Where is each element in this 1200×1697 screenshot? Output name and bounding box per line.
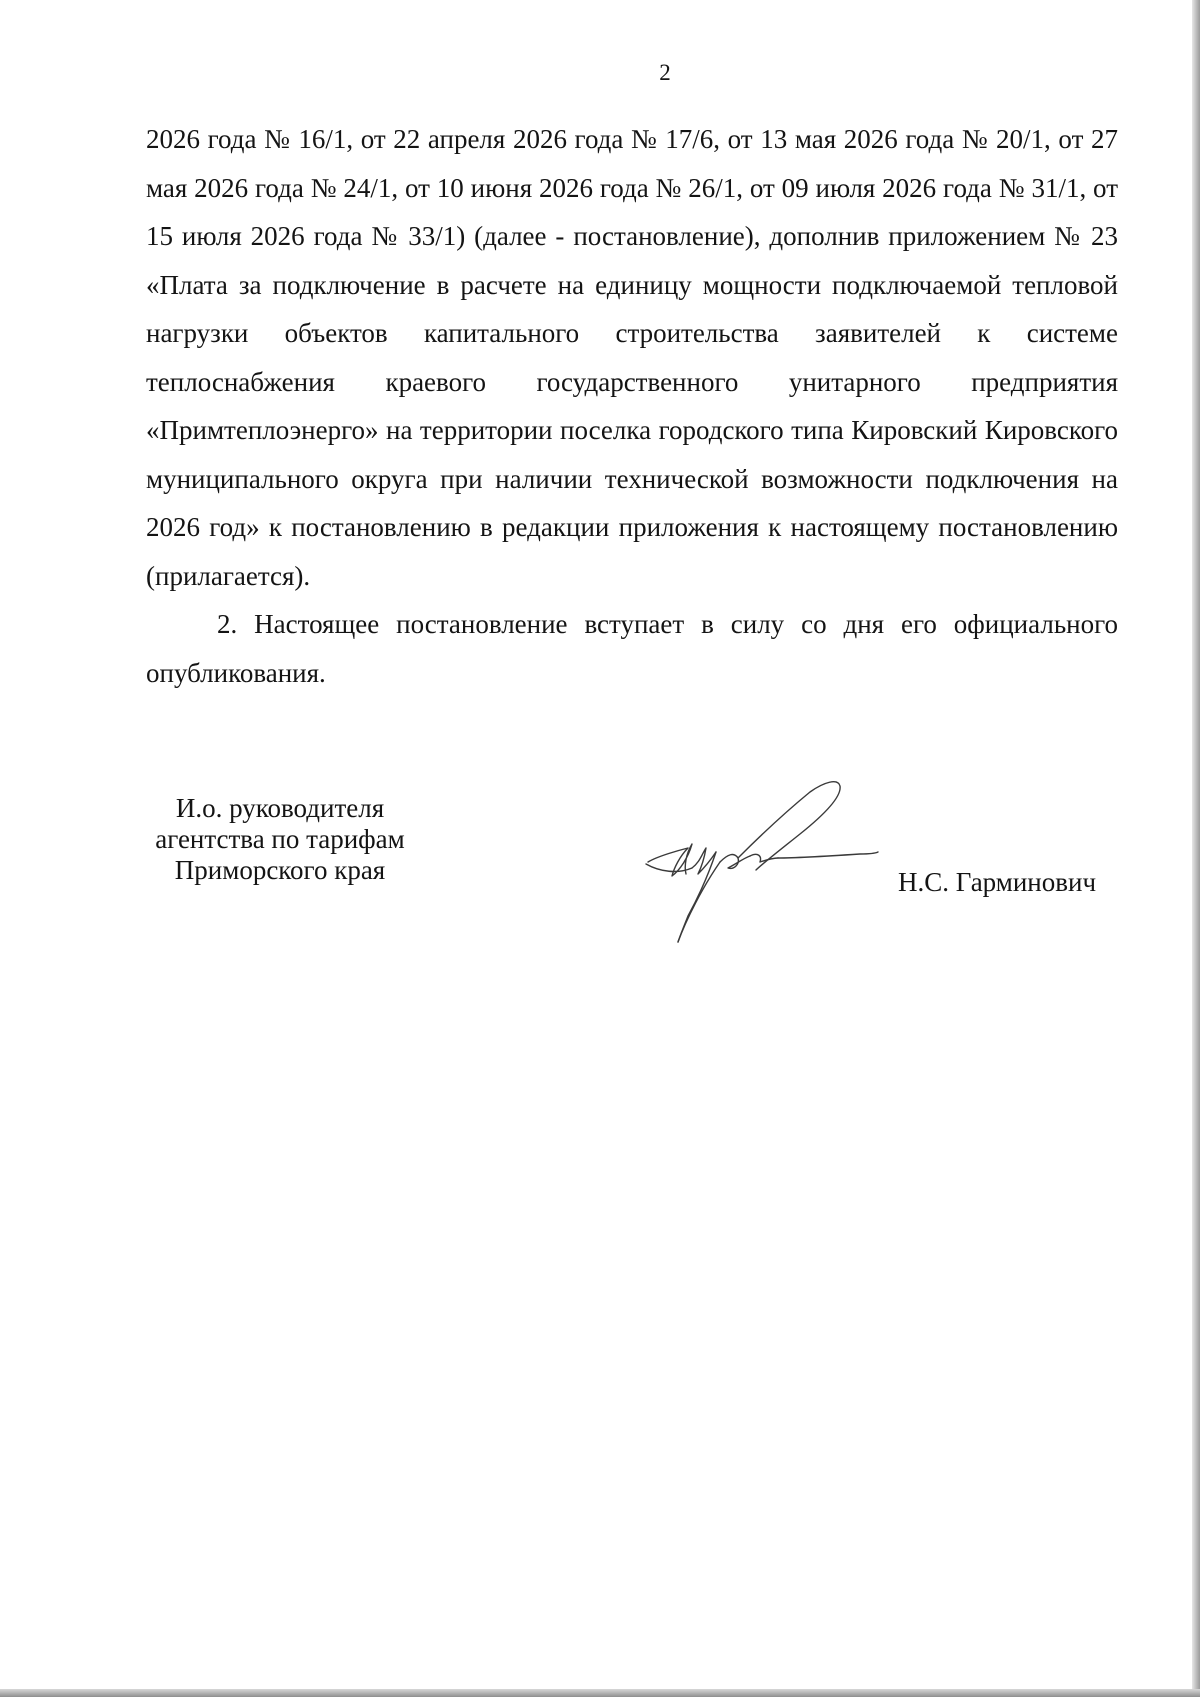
signatory-title-line-1: И.о. руководителя (175, 793, 385, 823)
page-number: 2 (659, 60, 671, 85)
scan-edge-bottom (0, 1689, 1200, 1697)
document-body (146, 115, 1118, 697)
signatory-title-line-2: агентства по тарифам (155, 824, 405, 854)
handwritten-signature (640, 770, 880, 950)
paragraph-effective-date: 2. Настоящее постановление вступает в силу со дня его официального опубликования. (146, 609, 1118, 688)
signer-name: Н.С. Гарминович (898, 867, 1097, 897)
signatory-title (140, 793, 420, 886)
scan-edge-right (1192, 0, 1200, 1697)
paragraph-continuation: 2026 года № 16/1, от 22 апреля 2026 года № 17/6, от 13 мая 2026 года № 20/1, от 27 мая 2026 года № 24/1, от 10 июня 2026 года № 26/1, от 09 июля 2026 года № 31/1, от 15 июля 2026 года № 33/1) (далее - постановление), дополнив приложением № 23 «Плата за подключение в расчете на единицу мощности подключаемой тепловой нагрузки объектов капитального строительства заявителей к системе теплоснабжения краевого государственного унитарного предприятия «Примтеплоэнерго» на территории поселка городского типа Кировский Кировского муниципального округа при наличии технической возможности подключения на 2026 год» к постановлению в редакции приложения к настоящему постановлению (прилагается). (146, 124, 1118, 591)
signatory-title-line-3: Приморского края (174, 855, 386, 885)
